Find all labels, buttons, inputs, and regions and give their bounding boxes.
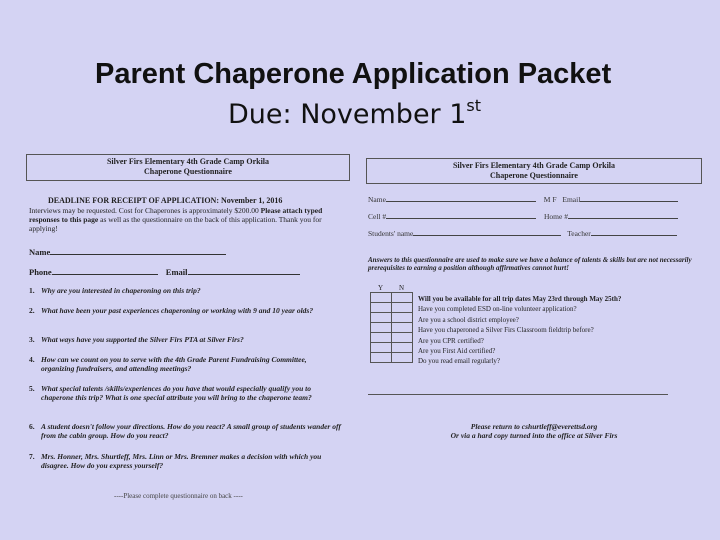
rq-name-line (386, 194, 536, 202)
question-item (29, 384, 347, 402)
no-cell[interactable] (392, 333, 413, 343)
form-school-title: Silver Firs Elementary 4th Grade Camp Orkila (106, 157, 270, 166)
yn-question: Have you chaperoned a Silver Firs Classroom fieldtrip before? (418, 326, 594, 335)
question-number: 6. (29, 422, 35, 431)
teacher-label: Teacher (567, 229, 591, 238)
yes-cell[interactable] (371, 323, 392, 333)
phone-email-field (29, 266, 300, 277)
question-item (29, 452, 347, 470)
question-number: 4. (29, 355, 35, 364)
no-cell[interactable] (392, 293, 413, 303)
name-label: Name (29, 247, 51, 257)
yes-header: Y (378, 284, 384, 292)
students-line (413, 228, 561, 236)
yes-cell[interactable] (371, 353, 392, 363)
name-row (368, 194, 678, 204)
grid-row (371, 323, 413, 333)
due-date-suffix: st (466, 96, 482, 115)
grid-row (371, 303, 413, 313)
phone-row (368, 211, 678, 221)
question-item (29, 335, 347, 344)
question-item (29, 422, 347, 440)
questionnaire-page (366, 158, 702, 448)
question-number: 7. (29, 452, 35, 461)
phone-label: Phone (29, 267, 52, 277)
no-cell[interactable] (392, 313, 413, 323)
yn-question: Do you read email regularly? (418, 357, 501, 366)
email-line (188, 266, 300, 275)
questionnaire-header (366, 158, 702, 184)
question-number: 2. (29, 306, 35, 315)
students-row (368, 228, 677, 238)
grid-row (371, 343, 413, 353)
question-number: 5. (29, 384, 35, 393)
return-office: Or via a hard copy turned into the office at Silver Firs (450, 431, 618, 440)
question-text: What ways have you supported the Silver Firs PTA at Silver Firs? (41, 335, 244, 344)
slide-subtitle (228, 96, 481, 130)
form-footnote: ----Please complete questionnaire on back ---- (114, 492, 243, 500)
intro-rest-text: as well as the questionnaire on the back of this application. Thank you for applying! (29, 215, 322, 233)
question-text: Mrs. Honner, Mrs. Shurtleff, Mrs. Linn or Mrs. Bremner makes a decision with which you disagree. How do you express yourself? (41, 452, 322, 470)
cell-label: Cell # (368, 212, 387, 221)
no-header: N (399, 284, 405, 292)
form-header (26, 154, 350, 181)
divider-line (368, 394, 668, 395)
questionnaire-title: Chaperone Questionnaire (490, 171, 578, 180)
yn-question: Are you First Aid certified? (418, 347, 496, 356)
return-email: Please return to cshurtleff@everettsd.org (470, 422, 598, 431)
form-title: Chaperone Questionnaire (144, 167, 232, 176)
rq-email-line (580, 194, 678, 202)
home-line (568, 211, 678, 219)
yes-no-questions (418, 294, 621, 367)
question-text: What have been your past experiences chaperoning or working with 9 and 10 year olds? (41, 306, 314, 315)
yes-cell[interactable] (371, 333, 392, 343)
yn-question: Are you a school district employee? (418, 315, 519, 324)
no-cell[interactable] (392, 303, 413, 313)
cell-line (386, 211, 536, 219)
home-label: Home # (544, 212, 568, 221)
no-cell[interactable] (392, 343, 413, 353)
grid-row (371, 333, 413, 343)
phone-line (52, 266, 158, 275)
question-text: Why are you interested in chaperoning on this trip? (41, 286, 201, 295)
question-item (29, 355, 347, 373)
no-cell[interactable] (392, 353, 413, 363)
yn-question: Will you be available for all trip dates May 23rd through May 25th? (418, 295, 622, 303)
slide-title: Parent Chaperone Application Packet (95, 58, 612, 90)
grid-row (371, 313, 413, 323)
question-text: A student doesn't follow your directions. How do you react? A small group of students wander off from the cabin group. How do you react? (41, 422, 341, 440)
yes-cell[interactable] (371, 313, 392, 323)
yn-question: Are you CPR certified? (418, 336, 484, 345)
email-label: Email (165, 267, 188, 277)
grid-row (371, 293, 413, 303)
question-item (29, 286, 347, 295)
questionnaire-note: Answers to this questionnaire are used to make sure we have a balance of talents & skills but are not necessarily prerequisites to earning a position although affirmatives cannot hurt! (368, 256, 692, 272)
teacher-line (591, 228, 677, 236)
yes-no-grid (370, 292, 413, 363)
question-number: 3. (29, 335, 35, 344)
yn-question: Have you completed ESD on-line volunteer application? (418, 305, 577, 314)
no-cell[interactable] (392, 323, 413, 333)
intro-text: Interviews may be requested. Cost for Chaperones is approximately $200.00 (29, 206, 259, 215)
yes-cell[interactable] (371, 343, 392, 353)
rq-name-label: Name (368, 195, 386, 204)
students-label: Students' name (368, 229, 414, 238)
question-item (29, 306, 347, 315)
gender-label: M F (543, 195, 557, 204)
grid-row (371, 353, 413, 363)
rq-email-label: Email (562, 195, 581, 204)
application-form-page (26, 154, 350, 524)
intro-paragraph (29, 206, 347, 233)
return-instructions (366, 422, 702, 440)
question-text: What special talents /skills/experiences do you have that would especially qualify you to chaperone this trip? What is one special attribute you will bring to the chaperone team? (41, 384, 312, 402)
name-field (29, 246, 226, 257)
questionnaire-school-title: Silver Firs Elementary 4th Grade Camp Orkila (452, 161, 616, 170)
question-number: 1. (29, 286, 35, 295)
due-date-text: Due: November 1 (228, 99, 467, 130)
question-text: How can we count on you to serve with the 4th Grade Parent Fundraising Committee, organizing fundraisers, and attending meetings? (41, 355, 307, 373)
yes-cell[interactable] (371, 293, 392, 303)
name-line (50, 246, 226, 255)
deadline-text: DEADLINE FOR RECEIPT OF APPLICATION: November 1, 2016 (48, 196, 283, 205)
yes-cell[interactable] (371, 303, 392, 313)
intro-bold-text: Please attach typed responses to this page (29, 206, 323, 224)
